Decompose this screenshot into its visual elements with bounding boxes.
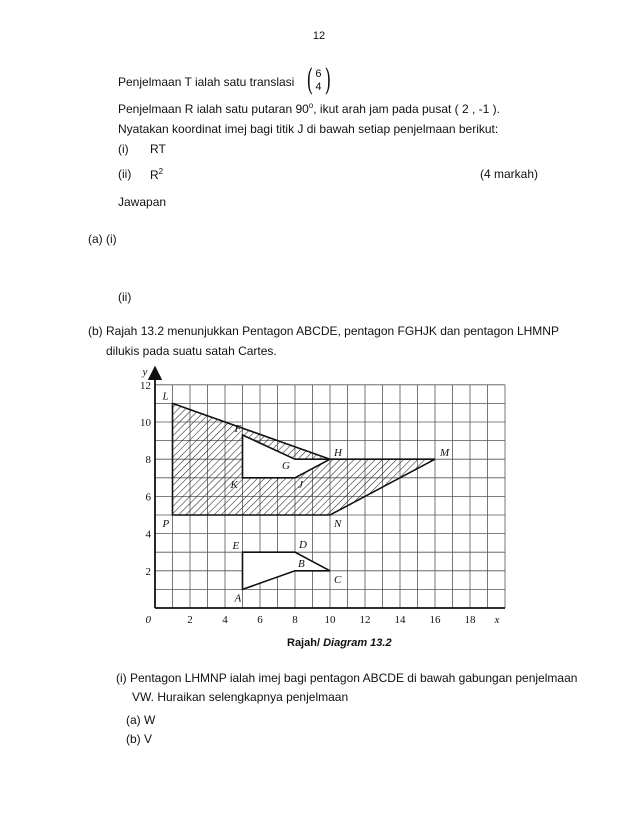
part-i-text: RT xyxy=(150,142,166,156)
x-tick-label: 16 xyxy=(429,614,441,626)
part-ii-sup: 2 xyxy=(158,167,164,176)
rotation-line xyxy=(118,101,500,116)
answer-ii: (ii) xyxy=(118,290,132,304)
part-i-label: (i) xyxy=(118,142,129,156)
sub-i-line1: (i) Pentagon LHMNP ialah imej bagi pentagon ABCDE di bawah gabungan penjelmaan xyxy=(116,671,578,685)
sub-b: (b) V xyxy=(126,732,153,746)
y-tick-label: 12 xyxy=(140,379,151,392)
q-b-line1: (b) Rajah 13.2 menunjukkan Pentagon ABCDE, pentagon FGHJK dan pentagon LHMNP xyxy=(88,324,559,338)
part-ii-label: (ii) xyxy=(118,167,132,181)
y-tick-label: 4 xyxy=(145,528,151,541)
vertex-label-c: C xyxy=(334,573,342,586)
x-tick-label: 6 xyxy=(257,614,263,626)
jawapan-label: Jawapan xyxy=(118,195,167,209)
vertex-label-d: D xyxy=(299,539,307,552)
cartesian-diagram xyxy=(130,358,520,628)
y-tick-label: 2 xyxy=(145,565,151,578)
y-tick-label: 6 xyxy=(145,491,151,504)
vertex-label-e: E xyxy=(232,540,240,553)
sub-i-line2: VW. Huraikan selengkapnya penjelmaan xyxy=(132,690,349,704)
right-paren-icon: ) xyxy=(324,63,331,98)
x-tick-label: 14 xyxy=(394,614,406,626)
translation-text: Penjelmaan T ialah satu translasi xyxy=(118,75,295,90)
q-b-line2: dilukis pada suatu satah Cartes. xyxy=(106,344,277,358)
rotation-text: Penjelmaan R ialah satu putaran 90 xyxy=(118,102,309,116)
vector-top: 6 xyxy=(315,68,322,80)
part-ii-r: R xyxy=(150,168,159,182)
x-tick-label: 10 xyxy=(324,614,336,626)
page-number: 12 xyxy=(312,30,326,42)
diagram-caption xyxy=(287,637,392,649)
y-tick-label: 8 xyxy=(145,454,151,467)
x-tick-label: 2 xyxy=(187,614,193,626)
answer-a-i: (a) (i) xyxy=(88,232,117,246)
vertex-label-l: L xyxy=(162,390,169,403)
x-tick-label: 8 xyxy=(292,614,298,626)
vertex-label-h: H xyxy=(334,447,342,460)
sub-a: (a) W xyxy=(126,713,156,727)
vertex-label-m: M xyxy=(440,447,450,460)
y-tick-label: 10 xyxy=(140,417,151,429)
marks-label: (4 markah) xyxy=(480,167,539,181)
vertex-label-f: F xyxy=(234,423,242,436)
vector-bottom: 4 xyxy=(315,81,322,93)
rotation-text-end: , ikut arah jam pada pusat ( 2 , -1 ). xyxy=(313,102,501,116)
y-axis-label: y xyxy=(142,365,148,378)
vertex-label-j: J xyxy=(298,478,303,491)
polygon-abcde xyxy=(243,552,331,589)
vertex-label-n: N xyxy=(334,518,342,530)
origin-label: 0 xyxy=(145,614,151,626)
part-ii-text xyxy=(150,167,163,182)
instruction-line: Nyatakan koordinat imej bagi titik J di bawah setiap penjelmaan berikut: xyxy=(118,122,499,136)
vertex-label-p: P xyxy=(162,518,170,530)
caption-main: Rajah/ xyxy=(287,637,324,649)
vertex-label-g: G xyxy=(282,460,290,473)
vertex-label-b: B xyxy=(298,557,305,570)
x-tick-label: 18 xyxy=(464,614,476,626)
vertex-label-k: K xyxy=(230,478,238,491)
translation-vector xyxy=(304,63,334,98)
caption-italic: Diagram 13.2 xyxy=(323,637,392,649)
vertex-label-a: A xyxy=(234,592,242,605)
left-paren-icon: ( xyxy=(306,63,313,98)
x-tick-label: 4 xyxy=(222,614,228,626)
translation-line xyxy=(118,63,333,98)
x-tick-label: 12 xyxy=(359,614,371,626)
x-axis-label: x xyxy=(494,614,500,626)
degree-sup: o xyxy=(308,101,314,110)
